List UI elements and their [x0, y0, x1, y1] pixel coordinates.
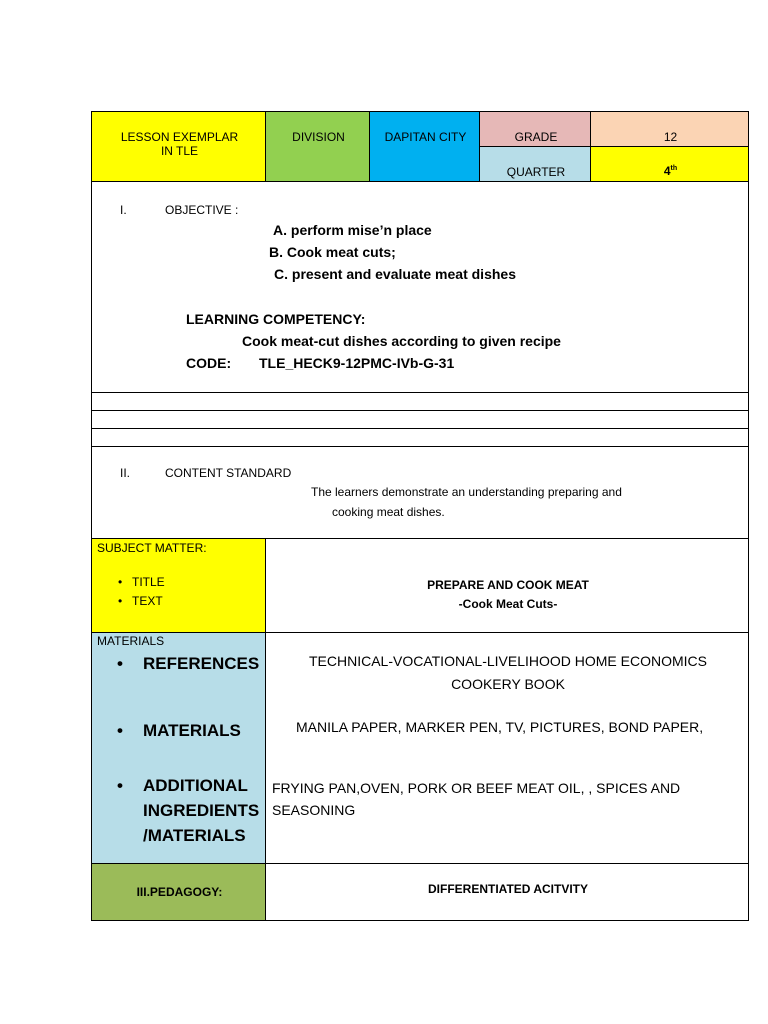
materials-cell [91, 632, 266, 864]
grade-value-cell [590, 111, 749, 147]
references-label: • REFERENCES [117, 654, 260, 673]
objective-section [91, 181, 749, 393]
blank-row-3 [91, 428, 749, 447]
bullet-icon: • [117, 776, 123, 795]
pedagogy-value: DIFFERENTIATED ACITVITY [428, 882, 588, 896]
grade-label: GRADE [514, 130, 558, 144]
subject-matter-value-cell [265, 538, 749, 633]
additional-line-1: FRYING PAN,OVEN, PORK OR BEEF MEAT OIL, , SPICES AND [272, 780, 681, 796]
blank-row-2 [91, 410, 749, 429]
content-standard-number: II. [120, 466, 131, 480]
quarter-label-cell [479, 146, 591, 182]
content-standard-text-1: The learners demonstrate an understanding preparing and [311, 485, 622, 499]
lesson-exemplar-cell [91, 111, 266, 182]
quarter-value-cell [590, 146, 749, 182]
subject-subtitle: -Cook Meat Cuts- [458, 597, 558, 611]
bullet-icon: • [118, 594, 123, 608]
quarter-value: 4th [663, 164, 678, 178]
materials-sub-label: • MATERIALS [117, 721, 241, 740]
subject-matter-cell [91, 538, 266, 633]
pedagogy-label: III.PEDAGOGY: [136, 885, 223, 899]
subject-title: PREPARE AND COOK MEAT [427, 578, 589, 592]
lesson-exemplar-title: LESSON EXEMPLAR [120, 130, 239, 144]
content-standard-text-2: cooking meat dishes. [332, 505, 445, 519]
objective-label: OBJECTIVE : [165, 203, 239, 217]
grade-value: 12 [663, 130, 678, 144]
division-label-cell [265, 111, 370, 182]
references-line-1: TECHNICAL-VOCATIONAL-LIVELIHOOD HOME ECONOMICS [308, 653, 707, 669]
content-standard-section [91, 446, 749, 539]
division-label: DIVISION [292, 130, 345, 144]
materials-value-cell [265, 632, 749, 864]
competency-label: LEARNING COMPETENCY: [186, 311, 366, 327]
materials-value: MANILA PAPER, MARKER PEN, TV, PICTURES, BOND PAPER, [296, 719, 704, 735]
references-line-2: COOKERY BOOK [451, 676, 565, 692]
objective-item-b: B. Cook meat cuts; [269, 244, 396, 260]
code-value: TLE_HECK9-12PMC-IVb-G-31 [259, 355, 455, 371]
subject-matter-label: SUBJECT MATTER: [97, 541, 207, 555]
pedagogy-cell [91, 863, 266, 921]
subject-item-text: • TEXT [118, 594, 163, 608]
content-standard-label: CONTENT STANDARD [165, 466, 292, 480]
additional-line-2: SEASONING [272, 802, 356, 818]
blank-row-1 [91, 392, 749, 411]
subject-item-title: • TITLE [118, 575, 165, 589]
objective-item-a: A. perform mise’n place [273, 222, 432, 238]
lesson-exemplar-subtitle: IN TLE [160, 144, 199, 158]
competency-text: Cook meat-cut dishes according to given recipe [242, 333, 561, 349]
additional-label: • ADDITIONAL INGREDIENTS /MATERIALS [117, 773, 259, 848]
objective-number: I. [120, 203, 127, 217]
division-value-cell [369, 111, 480, 182]
grade-label-cell [479, 111, 591, 147]
quarter-label: QUARTER [506, 165, 566, 179]
pedagogy-value-cell [265, 863, 749, 921]
objective-item-c: C. present and evaluate meat dishes [274, 266, 516, 282]
bullet-icon: • [117, 654, 123, 673]
code-label: CODE: [186, 355, 232, 371]
bullet-icon: • [118, 575, 123, 589]
division-value: DAPITAN CITY [384, 130, 467, 144]
materials-label: MATERIALS [97, 634, 165, 648]
bullet-icon: • [117, 721, 123, 740]
